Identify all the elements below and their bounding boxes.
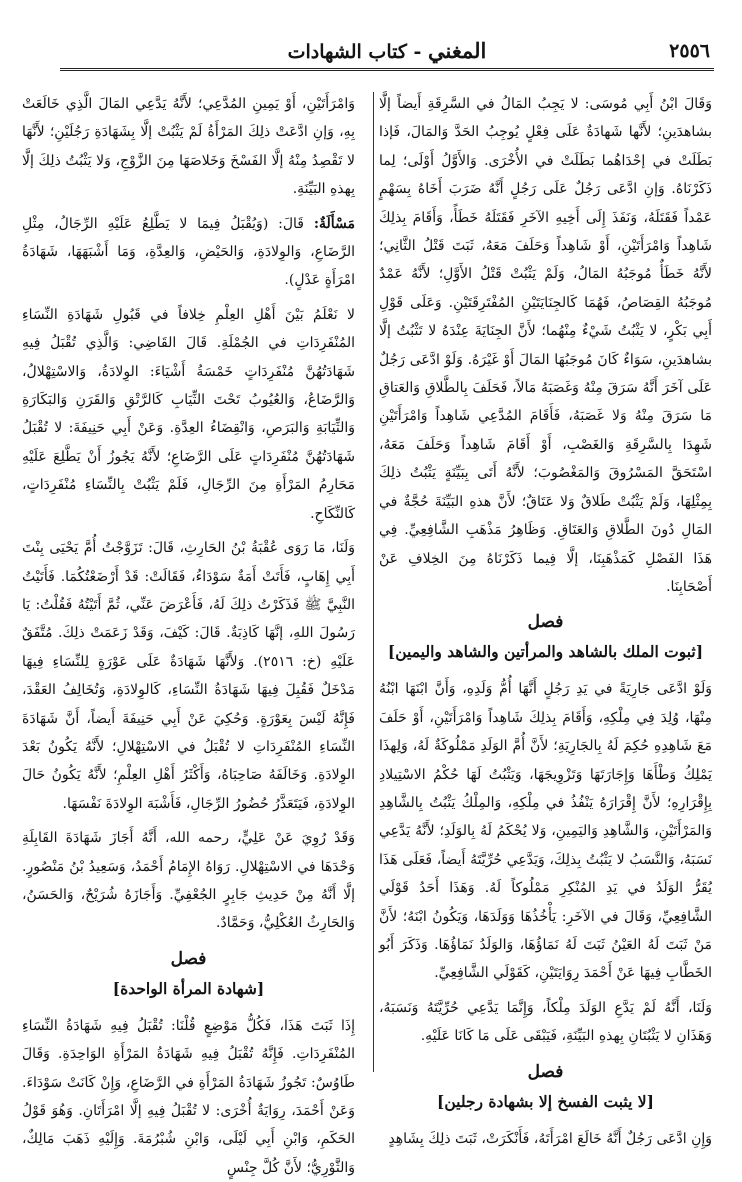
section-subheading: [ثبوت الملك بالشاهد والمرأتين والشاهد واليمين] <box>387 642 704 662</box>
paragraph: وَلَوْ ادَّعَى جَارِيَةً في يَدِ رَجُلٍ أَنَّهَا أُمُّ وَلَدِهِ، وَأَنَّ ابْنَهَا ابْنُهُ مِنْهَا، وُلِدَ فِي مِلْكِهِ، وَأَقَامَ بِذلِكَ شَاهِداً وَامْرَأَتَيْنِ، أَوْ حَلَفَ مَعَ شَاهِدِهِ حُكِمَ لَهُ بِالجَارِيَةِ؛ لأَنَّ أُمَّ الوَلَدِ مَمْلُوكَةٌ لَهُ، وَلِهذَا يَمْلِكُ وَطْأَهَا وَإِجَارَتَهَا وَتَزْوِيجَهَا، وَيَثْبُتُ لَهَا حُكْمُ الاسْتِيلادِ بِإِقْرَارِهِ؛ لأَنَّ إِقْرَارَهُ يَنْفُذُ في مِلْكِهِ، وَالمِلْكُ يَثْبُتُ بِالشَّاهِدِ وَالمَرْأَتَيْنِ، وَالشَّاهِدِ وَاليَمِينِ، وَلا يُحْكَمُ لَهُ بِالوَلَدِ؛ لأَنَّهُ يَدَّعِي نَسَبَهُ، وَالنَّسَبُ لا يَثْبُتُ بِذلِكَ، وَيَدَّعِي حُرِّيَّتَهُ أَيضاً، فَعَلَى هَذَا يُقَرُّ الوَلَدُ في يَدِ المُنْكِرِ مَمْلُوكاً لَهُ. وَهَذَا أَحَدُ قَوْلَي الشَّافِعِيِّ، وَقَالَ في الآخَرِ: يَأْخُذُهَا وَوَلَدَهَا، وَيَكُونُ ابْنَهُ؛ لأَنَّ مَنْ ثَبَتَ لَهُ العَيْنُ ثَبَتَ لَهُ نَمَاؤُهَا، وَالوَلَدُ نَمَاؤُهَا. وَذَكَرَ أَبُو الخَطَّابِ فِيهَا عَنْ أَحْمَدَ رِوَايَتَيْنِ، كَقَوْلَي الشَّافِعِيِّ. <box>379 681 712 982</box>
masala-paragraph <box>22 210 355 295</box>
page-header <box>60 30 714 71</box>
masala-label: مَسْأَلَةٌ: <box>313 215 356 232</box>
masala-text: قَالَ: (وَيُقْبَلُ فِيمَا لا يَطَّلِعُ عَلَيْهِ الرِّجَالُ، مِثْلِ الرَّضَاعِ، وَالوِلادَةِ، وَالحَيْضِ، وَالعِدَّةِ، وَمَا أَشْبَهَهَا، شَهَادَةُ امْرَأَةٍ عَدْلٍ). <box>22 215 355 289</box>
paragraph: وَلَنَا، أَنَّهُ لَمْ يَدَّعِ الوَلَدَ مِلْكاً، وَإِنَّمَا يَدَّعِي حُرِّيَّتَهُ وَنَسَبَهُ، وَهَذَانِ لا يَثْبُتَانِ بِهذهِ البَيِّنَةِ، فَيَبْقَى عَلَى مَا كَانَا عَلَيْهِ. <box>379 999 712 1045</box>
title-separator: - <box>406 41 429 63</box>
paragraph: وَقَالَ ابْنُ أَبِي مُوسَى: لا يَجِبُ المَالُ في السَّرِقَةِ أَيضاً إلَّا بشاهدَينِ؛ لأَنَّها شَهادَةٌ عَلَى فِعْلٍ يُوجِبُ الحَدَّ وَالمَالَ، فَإذا بَطَلَتْ في إحْدَاهُما بَطَلَتْ في الأُخْرَى. وَالأَوَّلُ أَوْلَى؛ لِما ذَكَرْنَاهُ. وَإنِ ادَّعَى رَجُلٌ عَلَى رَجُلٍ أَنَّهُ ضَرَبَ أَخَاهُ بِسَهْمٍ عَمْداً فَقَتَلَهُ، وَنَفَذَ إِلَى أَخِيهِ الآخَرِ فَقَتَلَهُ خَطَأً، وَأَقَامَ بِذلِكَ شَاهِداً وَامْرَأَتَيْنِ، أَوْ شَاهِداً وَحَلَفَ مَعَهُ، ثَبَتَ قَتْلُ الثَّانِي؛ لأَنَّهُ خَطَأٌ مُوجَبُهُ المَالُ، وَلَمْ يَثْبُتْ قَتْلُ الأَوَّلِ؛ لأَنَّهُ عَمْدٌ مُوجَبُهُ القِصَاصُ، فَهُمَا كَالجِنَايَتَيْنِ المُفْتَرِقَتَيْنِ. وَعَلَى قَوْلِ أَبِي بَكْرٍ، لا يَثْبُتُ شَيْءٌ مِنْهُما؛ لأَنَّ الجِنَايَةَ عِنْدَهُ لا تَثْبُتُ إلَّا بشاهدَينِ، سَوَاءٌ كَانَ مُوجَبُهَا المَالَ أَوْ غَيْرَهُ. وَلَوْ ادَّعَى رَجُلٌ عَلَى آخَرَ أَنَّهُ سَرَقَ مِنْهُ وَغَصَبَهُ مَالاً، فَحَلَفَ بِالطَّلاقِ وَالعَتاقِ مَا سَرَقَ مِنْهُ وَلا غَصَبَهُ، فَأَقَامَ المُدَّعِي شَاهِداً وَامْرَأَتَيْنِ شَهِدَا بِالسَّرِقَةِ وَالغَصْبِ، أَوْ أَقَامَ شَاهِداً وَحَلَفَ مَعَهُ، اسْتَحَقَّ المَسْرُوقَ وَالمَغْصُوبَ؛ لأَنَّهُ أَتَى بِبَيِّنَةٍ يَثْبُتُ ذلِكَ بِمِثْلِهَا، وَلَمْ يَثْبُتْ طَلاقٌ وَلا عَتَاقٌ؛ لأَنَّ هذهِ البَيِّنَةَ حُجَّةٌ في المَالِ دُونَ الطَّلاقِ وَالعَتَاقِ. وَظَاهِرُ مَذْهَبِ الشَّافِعِيِّ. فِي هَذَا الفَصْلِ كَمَذْهَبِنَا، إلَّا فِيما ذَكَرْنَاهُ مِنَ الخِلافِ عَنْ أَصْحَابِنَا. <box>379 96 712 595</box>
right-column <box>379 90 712 1147</box>
paragraph: وَامْرَأَتَيْنِ، أَوْ يَمِينِ المُدَّعِي؛ لأَنَّهُ يَدَّعِي المَالَ الَّذِي خَالَعَتْ بِهِ، وَإنِ ادَّعَتْ ذلِكَ المَرْأَةُ لَمْ يَثْبُتْ إلَّا بِشَهَادَةِ رَجُلَيْنِ؛ لأَنَّهَا لا تَقْصِدُ مِنْهُ إلَّا الفَسْخَ وَخَلاصَهَا مِنَ الزَّوْجِ، وَلا يَثْبُتُ ذلِكَ إلَّا بِهذهِ البَيِّنَةِ. <box>22 96 355 198</box>
section-subheading: [لا يثبت الفسخ إلا بشهادة رجلين] <box>437 1091 654 1111</box>
section-heading: فصل <box>527 612 564 633</box>
section-heading: فصل <box>527 1061 564 1082</box>
book-title: المغني <box>428 38 487 63</box>
paragraph: لا نَعْلَمُ بَيْنَ أَهْلِ العِلْمِ خِلافاً في قَبُولِ شَهَادَةِ النِّسَاءِ المُنْفَرِدَاتِ في الجُمْلَةِ. قَالَ القَاضِي: وَالَّذِي تُقْبَلُ فِيهِ شَهَادَتُهُنَّ مُنْفَرِدَاتٍ خَمْسَةُ أَشْيَاءَ: الوِلادَةُ، وَالاسْتِهْلالُ، وَالرَّضَاعُ، وَالعُيُوبُ تَحْتَ الثِّيَابِ كَالرَّتْقِ وَالقَرَنِ وَالبَكَارَةِ وَالثِّيَابَةِ وَالبَرَصِ، وَانْقِضَاءُ العِدَّةِ. وَعَنْ أَبِي حَنِيفَةَ: لا تُقْبَلُ شَهَادَتُهُنَّ مُنْفَرِدَاتٍ عَلَى الرَّضَاعِ؛ لأَنَّهُ يَجُوزُ أَنْ يَطَّلِعَ عَلَيْهِ مَحَارِمُ المَرْأَةِ مِنَ الرِّجَالِ، فَلَمْ يَثْبُتْ بِالنِّسَاءِ مُنْفَرِدَاتٍ، كَالنِّكَاحِ. <box>22 306 355 522</box>
section-heading: فصل <box>170 948 207 969</box>
page-number: ٢٥٥٦ <box>669 40 710 62</box>
paragraph: وَلَنَا، مَا رَوَى عُقْبَةُ بْنُ الحَارِثِ، قَالَ: تَزَوَّجْتُ أُمَّ يَحْيَى بِنْتَ أَبِي إِهَابٍ، فَأَتَتْ أَمَةٌ سَوْدَاءُ، فَقَالَتْ: قَدْ أَرْضَعْتُكُمَا. فَأَتَيْتُ النَّبِيَّ ﷺ فَذَكَرْتُ ذلِكَ لَهُ، فَأَعْرَضَ عَنِّي، ثُمَّ أَتَيْتُهُ فَقُلْتُ: يَا رَسُولَ اللهِ، إنَّهَا كَاذِبَةٌ. قَالَ: كَيْفَ، وَقَدْ زَعَمَتْ ذلِكَ. مُتَّفَقٌ عَلَيْهِ (خ: ٢٥١٦). وَلأَنَّهَا شَهَادَةٌ عَلَى عَوْرَةٍ لِلنِّسَاءِ فِيهَا مَدْخَلٌ فَقُبِلَ فِيهَا شَهَادَةُ النِّسَاءِ، كَالوِلادَةِ، وَتُخَالِفُ العَقْدَ، فَإِنَّهُ لَيْسَ بِعَوْرَةٍ. وَحُكِيَ عَنْ أَبِي حَنِيفَةَ أَيضاً، أَنَّ شَهَادَةَ النِّسَاءِ المُنْفَرِدَاتِ لا تُقْبَلُ في الاسْتِهْلالِ؛ لأَنَّهُ يَكُونُ بَعْدَ الوِلادَةِ. وَخَالَفَهُ صَاحِبَاهُ، وَأَكْثَرُ أَهْلِ العِلْمِ؛ لأَنَّهُ يَكُونُ حَالَ الوِلادَةِ، فَيَتَعَذَّرُ حُضُورُ الرِّجَالِ، فَأَشْبَهَ الوِلادَةَ نَفْسَهَا. <box>22 540 355 812</box>
column-divider <box>373 92 374 1072</box>
chapter-title: كتاب الشهادات <box>287 41 407 63</box>
running-title <box>60 38 714 63</box>
left-column <box>22 90 356 1176</box>
paragraph: وَإِنِ ادَّعَى رَجُلٌ أَنَّهُ خَالَعَ امْرَأَتَهُ، فَأَنْكَرَتْ، ثَبَتَ ذلِكَ بِشَاهِدٍ <box>388 1130 712 1147</box>
paragraph: وَقَدْ رُوِيَ عَنْ عَلِيٍّ، رحمه الله، أَنَّهُ أَجَازَ شَهَادَةَ القَابِلَةِ وَحْدَهَا في الاسْتِهْلالِ. رَوَاهُ الإِمَامُ أَحْمَدُ، وَسَعِيدُ بْنُ مَنْصُورٍ. إلَّا أَنَّهُ مِنْ حَدِيثِ جَابِرٍ الجُعْفِيِّ. وَأَجَازَهُ شُرَيْحٌ، وَالحَسَنُ، وَالحَارِثُ العُكْلِيُّ، وَحَمَّادٌ. <box>22 830 355 932</box>
paragraph: إِذَا ثَبَتَ هَذَا، فَكُلُّ مَوْضِعٍ قُلْنَا: تُقْبَلُ فِيهِ شَهَادَةُ النِّسَاءِ المُنْفَرِدَاتِ. فَإِنَّهُ تُقْبَلُ فِيهِ شَهَادَةُ المَرْأَةِ الوَاحِدَةِ. وَقَالَ طَاوُسٌ: تَجُوزُ شَهَادَةُ المَرْأَةِ في الرَّضَاعِ، وَإِنْ كَانَتْ سَوْدَاءَ. وَعَنْ أَحْمَدَ، رِوَايَةٌ أُخْرَى: لا تُقْبَلُ فِيهِ إلَّا امْرَأَتَانِ. وَهُوَ قَوْلُ الحَكَمِ، وَابْنِ أَبِي لَيْلَى، وَابْنِ شُبْرُمَةَ. وَإِلَيْهِ ذَهَبَ مَالِكٌ، وَالثَّوْرِيُّ؛ لأَنَّ كُلَّ جِنْسٍ <box>22 1017 355 1176</box>
section-subheading: [شهادة المرأة الواحدة] <box>112 978 265 998</box>
